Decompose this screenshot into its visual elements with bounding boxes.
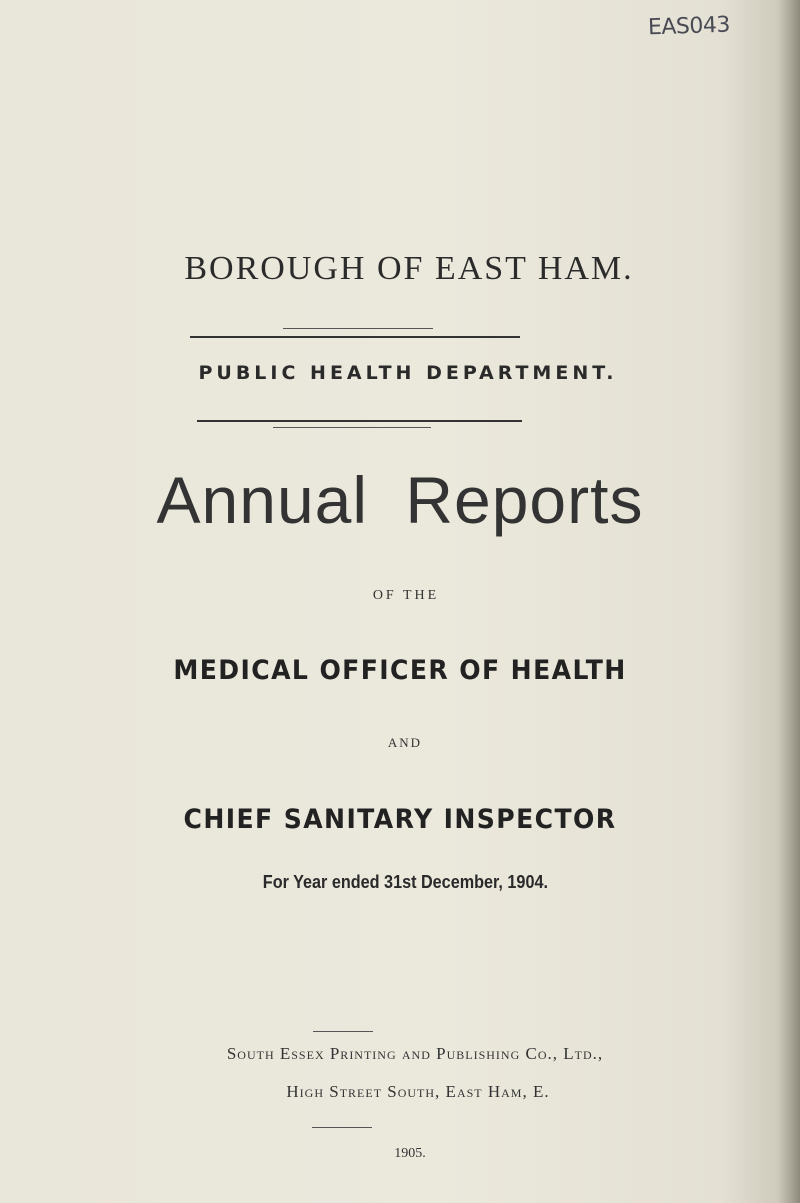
imprint-rule-bottom <box>312 1127 372 1128</box>
printer-address: High Street South, East Ham, E. <box>286 1082 550 1101</box>
imprint-rule-top <box>313 1031 373 1032</box>
rule-upper-1 <box>190 336 520 338</box>
chief-inspector-heading: CHIEF SANITARY INSPECTOR <box>183 804 617 835</box>
of-the-text: OF THE <box>372 588 440 603</box>
borough-heading: BOROUGH OF EAST HAM. <box>184 250 634 287</box>
archive-mark: EAS043 <box>647 12 731 41</box>
year-line: For Year ended 31st December, 1904. <box>262 872 548 892</box>
rule-lower-1 <box>197 420 522 422</box>
rule-upper-2 <box>283 328 433 329</box>
department-heading: PUBLIC HEALTH DEPARTMENT. <box>198 362 618 384</box>
and-text: AND <box>387 735 423 750</box>
printer-name: South Essex Printing and Publishing Co., Ltd., <box>226 1044 604 1063</box>
publication-date: 1905. <box>394 1146 426 1161</box>
annual-reports-title: Annual Reports <box>156 463 644 537</box>
medical-officer-heading: MEDICAL OFFICER OF HEALTH <box>173 655 627 686</box>
rule-lower-2 <box>273 427 431 428</box>
